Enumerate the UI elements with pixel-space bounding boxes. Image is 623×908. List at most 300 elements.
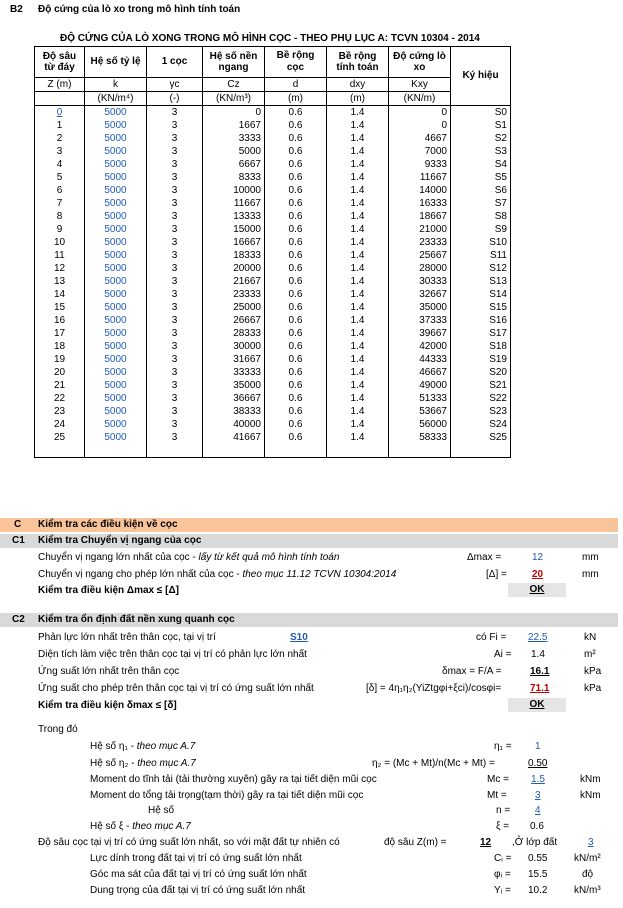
ratio-cell[interactable]: 5000 [85, 366, 147, 379]
c2-phi-value: 15.5 [528, 869, 548, 880]
stiffness-cell: 46667 [389, 366, 451, 379]
subheader-cell: dxy [327, 78, 389, 92]
c2-eta2-symbol: η₂ = (Mc + Mt)/n(Mc + Mt) = [372, 758, 495, 769]
symbol-cell: S0 [451, 106, 511, 120]
stiffness-cell: 4667 [389, 132, 451, 145]
one-pile-cell: 3 [147, 327, 203, 340]
c2-n-label: Hệ số [148, 805, 175, 816]
table-row [35, 379, 511, 392]
symbol-cell: S9 [451, 223, 511, 236]
one-pile-cell: 3 [147, 223, 203, 236]
horiz-coef-cell: 35000 [203, 379, 265, 392]
calc-width-cell: 1.4 [327, 171, 389, 184]
horiz-coef-cell: 23333 [203, 288, 265, 301]
pile-width-cell: 0.6 [265, 431, 327, 444]
table-row [35, 106, 511, 120]
c2-eta1-label: Hệ số η₁ - theo mục A.7 [90, 741, 196, 752]
c2-n-symbol: n = [496, 805, 511, 816]
section-title-c2: Kiểm tra ổn định đất nền xung quanh cọc [38, 614, 235, 625]
one-pile-cell: 3 [147, 288, 203, 301]
ratio-cell[interactable]: 5000 [85, 288, 147, 301]
one-pile-cell: 3 [147, 340, 203, 353]
table-row [35, 223, 511, 236]
header-depth: Độ sâu từ đáy [35, 47, 85, 78]
depth-cell: 6 [35, 184, 85, 197]
stiffness-cell: 25667 [389, 249, 451, 262]
c2-area-symbol: Ai = [494, 649, 512, 660]
c2-mt-value[interactable]: 3 [535, 790, 541, 801]
ratio-cell[interactable]: 5000 [85, 184, 147, 197]
ratio-cell[interactable]: 5000 [85, 236, 147, 249]
horiz-coef-cell: 26667 [203, 314, 265, 327]
table-row [35, 171, 511, 184]
c2-gamma-symbol: Yᵢ = [494, 885, 511, 896]
one-pile-cell: 3 [147, 392, 203, 405]
depth-cell: 7 [35, 197, 85, 210]
pile-width-cell: 0.6 [265, 340, 327, 353]
horiz-coef-cell [203, 444, 265, 458]
table-row [35, 249, 511, 262]
one-pile-cell: 3 [147, 210, 203, 223]
depth-cell: 5 [35, 171, 85, 184]
table-row [35, 119, 511, 132]
c1-line2-unit: mm [582, 569, 599, 580]
ratio-cell[interactable]: 5000 [85, 145, 147, 158]
c2-ci-label: Lực dính trong đất tại vị trí có ứng suất lớn nhất [90, 853, 302, 864]
c2-max-stress-unit: kPa [584, 666, 602, 677]
depth-cell: 0 [35, 106, 85, 120]
subheader-cell: γc [147, 78, 203, 92]
c1-max-displacement-value[interactable]: 12 [532, 552, 544, 563]
symbol-cell: S25 [451, 431, 511, 444]
c2-reaction-value[interactable]: 22.5 [528, 632, 548, 643]
depth-cell: 4 [35, 158, 85, 171]
horiz-coef-cell: 10000 [203, 184, 265, 197]
symbol-cell: S6 [451, 184, 511, 197]
ratio-cell[interactable]: 5000 [85, 249, 147, 262]
c2-area-label: Diện tích làm việc trên thân cọc tại vị trí có phản lực lớn nhất [38, 649, 307, 660]
c1-allowable-displacement-value[interactable]: 20 [532, 569, 544, 580]
stiffness-cell: 42000 [389, 340, 451, 353]
table-row [35, 197, 511, 210]
pile-width-cell: 0.6 [265, 119, 327, 132]
ratio-cell[interactable]: 5000 [85, 392, 147, 405]
stiffness-cell: 23333 [389, 236, 451, 249]
calc-width-cell: 1.4 [327, 379, 389, 392]
subheader-cell: Cz [203, 78, 265, 92]
table-row [35, 366, 511, 379]
stiffness-cell: 0 [389, 119, 451, 132]
depth-cell: 18 [35, 340, 85, 353]
depth-cell: 21 [35, 379, 85, 392]
table-row [35, 158, 511, 171]
depth-cell: 10 [35, 236, 85, 249]
horiz-coef-cell: 31667 [203, 353, 265, 366]
c2-mc-symbol: Mc = [487, 774, 509, 785]
c2-xi-label: Hệ số ξ - theo mục A.7 [90, 821, 191, 832]
stiffness-cell: 32667 [389, 288, 451, 301]
one-pile-cell: 3 [147, 158, 203, 171]
unit-cell: (KN/m) [389, 92, 451, 106]
symbol-cell: S7 [451, 197, 511, 210]
calc-width-cell: 1.4 [327, 184, 389, 197]
pile-width-cell: 0.6 [265, 301, 327, 314]
spring-stiffness-table [34, 46, 511, 458]
calc-width-cell: 1.4 [327, 431, 389, 444]
stiffness-cell: 58333 [389, 431, 451, 444]
c2-max-stress-label: Ứng suất lớn nhất trên thân cọc [38, 666, 180, 677]
c2-phi-symbol: φᵢ = [494, 869, 511, 880]
horiz-coef-cell: 6667 [203, 158, 265, 171]
c2-eta2-label: Hệ số η₂ - theo mục A.7 [90, 758, 196, 769]
ratio-cell[interactable]: 5000 [85, 210, 147, 223]
calc-width-cell: 1.4 [327, 392, 389, 405]
pile-width-cell: 0.6 [265, 106, 327, 120]
calc-width-cell: 1.4 [327, 314, 389, 327]
calc-width-cell: 1.4 [327, 418, 389, 431]
one-pile-cell: 3 [147, 145, 203, 158]
pile-width-cell: 0.6 [265, 327, 327, 340]
c2-check-label: Kiểm tra điều kiện δmax ≤ [δ] [38, 700, 177, 711]
stiffness-cell: 37333 [389, 314, 451, 327]
c1-line2-symbol: [Δ] = [486, 569, 507, 580]
pile-width-cell: 0.6 [265, 379, 327, 392]
subheader-cell: Z (m) [35, 78, 85, 92]
one-pile-cell: 3 [147, 184, 203, 197]
one-pile-cell: 3 [147, 379, 203, 392]
symbol-cell: S14 [451, 288, 511, 301]
ratio-cell[interactable]: 5000 [85, 418, 147, 431]
depth-cell: 23 [35, 405, 85, 418]
c2-layer-value[interactable]: 3 [588, 837, 594, 848]
symbol-cell: S13 [451, 275, 511, 288]
one-pile-cell: 3 [147, 353, 203, 366]
depth-cell: 3 [35, 145, 85, 158]
stiffness-cell: 53667 [389, 405, 451, 418]
section-title-b2: Độ cứng của lò xo trong mô hình tính toán [38, 4, 241, 15]
table-row [35, 275, 511, 288]
one-pile-cell: 3 [147, 275, 203, 288]
c2-n-value[interactable]: 4 [535, 805, 541, 816]
depth-cell: 8 [35, 210, 85, 223]
depth-cell: 22 [35, 392, 85, 405]
pile-width-cell [265, 444, 327, 458]
ratio-cell[interactable]: 5000 [85, 275, 147, 288]
calc-width-cell: 1.4 [327, 366, 389, 379]
stiffness-cell: 51333 [389, 392, 451, 405]
ratio-cell[interactable]: 5000 [85, 314, 147, 327]
symbol-cell: S18 [451, 340, 511, 353]
table-row [35, 236, 511, 249]
stiffness-cell: 39667 [389, 327, 451, 340]
stiffness-cell: 16333 [389, 197, 451, 210]
pile-width-cell: 0.6 [265, 236, 327, 249]
symbol-cell: S23 [451, 405, 511, 418]
depth-cell: 14 [35, 288, 85, 301]
c1-check-label: Kiểm tra điều kiện Δmax ≤ [Δ] [38, 585, 180, 596]
stiffness-cell: 21000 [389, 223, 451, 236]
c2-mc-unit: kNm [580, 774, 601, 785]
ratio-cell[interactable]: 5000 [85, 340, 147, 353]
stiffness-cell: 9333 [389, 158, 451, 171]
table-row [35, 418, 511, 431]
depth-cell: 9 [35, 223, 85, 236]
stiffness-cell: 11667 [389, 171, 451, 184]
c2-depth-symbol: độ sâu Z(m) = [384, 837, 447, 848]
one-pile-cell: 3 [147, 405, 203, 418]
horiz-coef-cell: 15000 [203, 223, 265, 236]
ratio-cell[interactable]: 5000 [85, 327, 147, 340]
c2-mt-unit: kNm [580, 790, 601, 801]
stiffness-cell: 56000 [389, 418, 451, 431]
c2-phi-label: Góc ma sát của đất tại vị trí có ứng suất lớn nhất [90, 869, 307, 880]
ratio-cell[interactable]: 5000 [85, 262, 147, 275]
unit-cell: (m) [327, 92, 389, 106]
symbol-cell: S24 [451, 418, 511, 431]
symbol-cell: S3 [451, 145, 511, 158]
c2-mt-symbol: Mt = [487, 790, 507, 801]
table-row [35, 132, 511, 145]
depth-cell: 2 [35, 132, 85, 145]
stiffness-cell [389, 444, 451, 458]
symbol-cell: S17 [451, 327, 511, 340]
header-stiffness: Độ cứng lò xo [389, 47, 451, 78]
c1-line2-label: Chuyển vị ngang cho phép lớn nhất của cọc - theo mục 11.12 TCVN 10304:2014 [38, 569, 397, 580]
header-calc-width: Bề rộng tính toán [327, 47, 389, 78]
subheader-cell: d [265, 78, 327, 92]
depth-cell: 17 [35, 327, 85, 340]
horiz-coef-cell: 3333 [203, 132, 265, 145]
pile-width-cell: 0.6 [265, 210, 327, 223]
c2-depth-value: 12 [480, 837, 492, 848]
c2-where-label: Trong đó [38, 724, 78, 735]
c2-reaction-symbol: có Fi = [476, 632, 507, 643]
pile-width-cell: 0.6 [265, 392, 327, 405]
depth-cell: 15 [35, 301, 85, 314]
calc-width-cell [327, 444, 389, 458]
header-horizontal-coef: Hệ số nền ngang [203, 47, 265, 78]
stiffness-cell: 44333 [389, 353, 451, 366]
c2-phi-unit: độ [582, 869, 594, 880]
calc-width-cell: 1.4 [327, 275, 389, 288]
symbol-cell: S16 [451, 314, 511, 327]
table-row [35, 314, 511, 327]
calc-width-cell: 1.4 [327, 262, 389, 275]
symbol-cell: S19 [451, 353, 511, 366]
depth-cell: 13 [35, 275, 85, 288]
calc-width-cell: 1.4 [327, 249, 389, 262]
calc-width-cell: 1.4 [327, 223, 389, 236]
ratio-cell[interactable]: 5000 [85, 223, 147, 236]
pile-width-cell: 0.6 [265, 353, 327, 366]
horiz-coef-cell: 41667 [203, 431, 265, 444]
c2-ci-value: 0.55 [528, 853, 548, 864]
horiz-coef-cell: 0 [203, 106, 265, 120]
c2-mc-label: Moment do tĩnh tải (tải thường xuyên) gây ra tại tiết diện mũi cọc [90, 774, 377, 785]
horiz-coef-cell: 40000 [203, 418, 265, 431]
one-pile-cell: 3 [147, 301, 203, 314]
ratio-cell[interactable]: 5000 [85, 171, 147, 184]
c1-line1-unit: mm [582, 552, 599, 563]
stiffness-cell: 30333 [389, 275, 451, 288]
depth-cell: 12 [35, 262, 85, 275]
section-code-c: C [14, 519, 22, 530]
one-pile-cell: 3 [147, 418, 203, 431]
c2-area-unit: m² [584, 649, 596, 660]
pile-width-cell: 0.6 [265, 405, 327, 418]
header-symbol: Ký hiệu [451, 47, 511, 106]
symbol-cell: S5 [451, 171, 511, 184]
one-pile-cell: 3 [147, 106, 203, 120]
c2-eta1-value[interactable]: 1 [535, 741, 541, 752]
one-pile-cell: 3 [147, 366, 203, 379]
depth-cell: 20 [35, 366, 85, 379]
c2-gamma-label: Dung trọng của đất tại vị trí có ứng suất lớn nhất [90, 885, 306, 896]
c2-eta2-value: 0.50 [528, 758, 548, 769]
ratio-cell[interactable]: 5000 [85, 301, 147, 314]
horiz-coef-cell: 16667 [203, 236, 265, 249]
pile-width-cell: 0.6 [265, 223, 327, 236]
table-row [35, 431, 511, 444]
horiz-coef-cell: 38333 [203, 405, 265, 418]
calc-width-cell: 1.4 [327, 353, 389, 366]
unit-cell: (m) [265, 92, 327, 106]
ratio-cell[interactable]: 5000 [85, 106, 147, 120]
table-row [35, 353, 511, 366]
c2-xi-symbol: ξ = [496, 821, 510, 832]
ratio-cell[interactable]: 5000 [85, 353, 147, 366]
depth-cell: 19 [35, 353, 85, 366]
c2-mc-value[interactable]: 1.5 [531, 774, 545, 785]
unit-cell: (KN/m³) [203, 92, 265, 106]
calc-width-cell: 1.4 [327, 106, 389, 120]
pile-width-cell: 0.6 [265, 288, 327, 301]
subheader-cell: k [85, 78, 147, 92]
calc-width-cell: 1.4 [327, 301, 389, 314]
horiz-coef-cell: 30000 [203, 340, 265, 353]
one-pile-cell: 3 [147, 431, 203, 444]
stiffness-cell: 28000 [389, 262, 451, 275]
ratio-cell[interactable]: 5000 [85, 379, 147, 392]
c2-reaction-position[interactable]: S10 [290, 632, 308, 643]
c1-check-result: OK [508, 583, 566, 597]
calc-width-cell: 1.4 [327, 119, 389, 132]
table-row [35, 145, 511, 158]
calc-width-cell: 1.4 [327, 158, 389, 171]
unit-cell [35, 92, 85, 106]
ratio-cell[interactable]: 5000 [85, 158, 147, 171]
section-code-c2: C2 [12, 614, 25, 625]
calc-width-cell: 1.4 [327, 145, 389, 158]
one-pile-cell: 3 [147, 314, 203, 327]
c2-mt-label: Moment do tổng tải trọng(tạm thời) gây ra tại tiết diện mũi cọc [90, 790, 364, 801]
calc-width-cell: 1.4 [327, 288, 389, 301]
one-pile-cell: 3 [147, 236, 203, 249]
table-row [35, 405, 511, 418]
depth-cell: 11 [35, 249, 85, 262]
c2-layer-label: ,Ở lớp đất [512, 837, 558, 848]
calc-width-cell: 1.4 [327, 327, 389, 340]
pile-width-cell: 0.6 [265, 184, 327, 197]
c2-allow-stress-symbol: [δ] = 4η₁η₂(YiZtgφi+ξci)/cosφi= [366, 683, 502, 694]
symbol-cell: S8 [451, 210, 511, 223]
horiz-coef-cell: 33333 [203, 366, 265, 379]
c2-xi-value: 0.6 [530, 821, 544, 832]
horiz-coef-cell: 36667 [203, 392, 265, 405]
one-pile-cell: 3 [147, 197, 203, 210]
symbol-cell: S4 [451, 158, 511, 171]
calc-width-cell: 1.4 [327, 197, 389, 210]
horiz-coef-cell: 25000 [203, 301, 265, 314]
one-pile-cell [147, 444, 203, 458]
table-row [35, 340, 511, 353]
header-ratio: Hệ số tỷ lệ [85, 47, 147, 78]
calc-width-cell: 1.4 [327, 132, 389, 145]
c1-line1-symbol: Δmax = [467, 552, 502, 563]
horiz-coef-cell: 8333 [203, 171, 265, 184]
one-pile-cell: 3 [147, 132, 203, 145]
symbol-cell: S20 [451, 366, 511, 379]
symbol-cell: S11 [451, 249, 511, 262]
ratio-cell[interactable]: 5000 [85, 119, 147, 132]
one-pile-cell: 3 [147, 171, 203, 184]
horiz-coef-cell: 18333 [203, 249, 265, 262]
pile-width-cell: 0.6 [265, 197, 327, 210]
pile-width-cell: 0.6 [265, 249, 327, 262]
unit-cell: (KN/m⁴) [85, 92, 147, 106]
stiffness-cell: 18667 [389, 210, 451, 223]
symbol-cell [451, 444, 511, 458]
symbol-cell: S1 [451, 119, 511, 132]
depth-cell: 1 [35, 119, 85, 132]
ratio-cell[interactable]: 5000 [85, 197, 147, 210]
one-pile-cell: 3 [147, 119, 203, 132]
depth-cell: 16 [35, 314, 85, 327]
stiffness-cell: 35000 [389, 301, 451, 314]
section-title-c: Kiểm tra các điều kiện về cọc [38, 519, 178, 530]
c2-gamma-value: 10.2 [528, 885, 548, 896]
calc-width-cell: 1.4 [327, 236, 389, 249]
table-row [35, 210, 511, 223]
horiz-coef-cell: 21667 [203, 275, 265, 288]
section-code-b2: B2 [10, 4, 23, 15]
c2-ci-symbol: Cᵢ = [494, 853, 512, 864]
c2-area-value: 1.4 [531, 649, 545, 660]
ratio-cell[interactable]: 5000 [85, 431, 147, 444]
table-row [35, 392, 511, 405]
c2-check-result: OK [508, 698, 566, 712]
header-one-pile: 1 cọc [147, 47, 203, 78]
c2-reaction-unit: kN [584, 632, 597, 643]
c2-max-stress-symbol: δmax = F/A = [442, 666, 502, 677]
ratio-cell[interactable]: 5000 [85, 132, 147, 145]
c2-allow-stress-label: Ứng suất cho phép trên thân cọc tại vị trí có ứng suất lớn nhất [38, 683, 314, 694]
pile-width-cell: 0.6 [265, 262, 327, 275]
symbol-cell: S22 [451, 392, 511, 405]
depth-cell [35, 444, 85, 458]
section-code-c1: C1 [12, 535, 25, 546]
symbol-cell: S2 [451, 132, 511, 145]
pile-width-cell: 0.6 [265, 275, 327, 288]
depth-cell: 25 [35, 431, 85, 444]
table-row [35, 444, 511, 458]
symbol-cell: S21 [451, 379, 511, 392]
section-title-c1: Kiểm tra Chuyển vị ngang của cọc [38, 535, 202, 546]
c2-ci-unit: kN/m² [574, 853, 601, 864]
horiz-coef-cell: 5000 [203, 145, 265, 158]
ratio-cell[interactable]: 5000 [85, 405, 147, 418]
ratio-cell[interactable] [85, 444, 147, 458]
